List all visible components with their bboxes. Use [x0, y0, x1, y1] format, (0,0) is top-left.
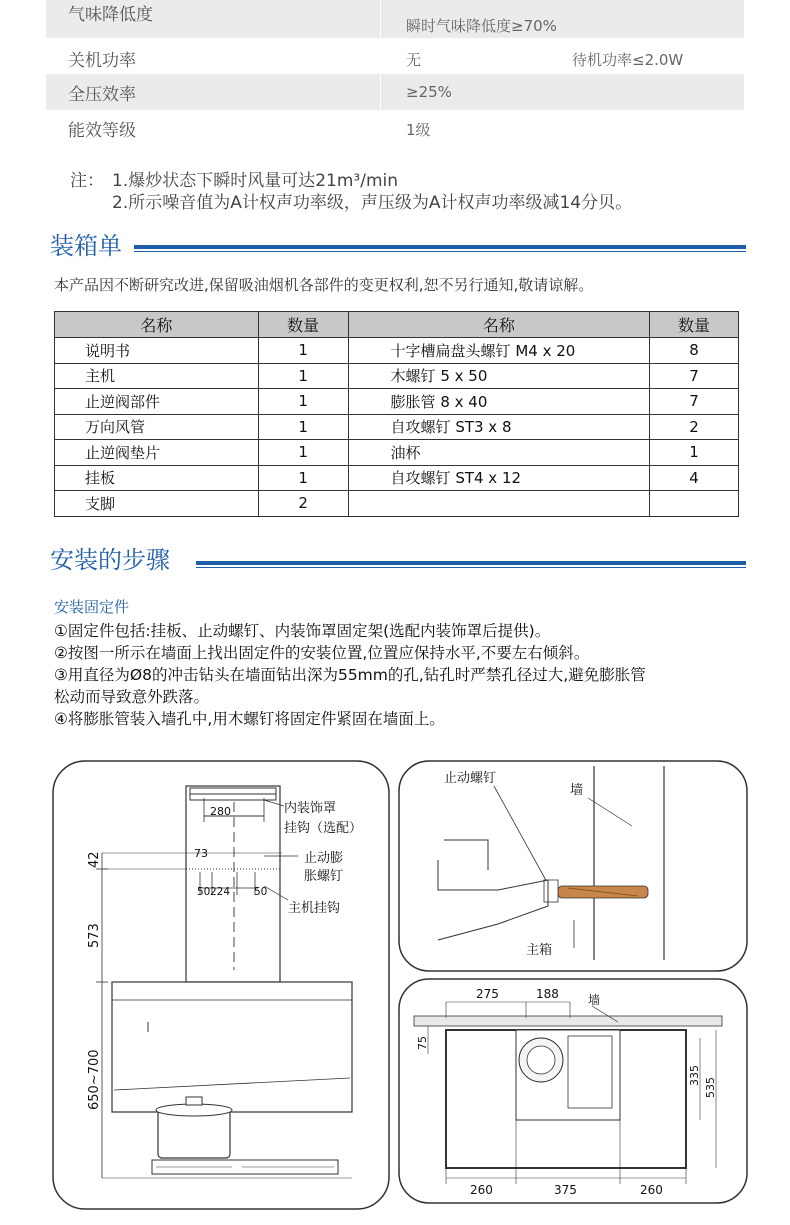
- table-row: [55, 440, 739, 466]
- note-prefix: 注：: [70, 171, 104, 191]
- item-name: 十字槽扁盘头螺钉 M4 x 20: [348, 338, 650, 364]
- label-stop-2: 胀螺钉: [304, 869, 344, 884]
- packing-table: [54, 311, 739, 517]
- title-underline: [196, 561, 746, 565]
- install-step-2: ②按图一所示在墙面上找出固定件的安装位置,位置应保持水平,不要左右倾斜。: [54, 644, 590, 662]
- item-qty: 1: [258, 440, 348, 466]
- title-underline-thin: [196, 567, 746, 568]
- dim-573: 573: [87, 923, 102, 948]
- dim-188: 188: [536, 987, 559, 1001]
- dim-335: 335: [688, 1065, 701, 1086]
- spec-value: 无: [406, 51, 422, 69]
- table-row: [55, 389, 739, 415]
- dim-73: 73: [194, 847, 208, 860]
- note-line-1: 1.爆炒状态下瞬时风量可达21m³/min: [112, 171, 399, 191]
- spec-label: 关机功率: [68, 51, 136, 71]
- label-main-box: 主箱: [526, 943, 553, 958]
- spec-row-energy-grade: [46, 110, 744, 144]
- spec-row-odor: [46, 0, 744, 38]
- item-name: 支脚: [55, 491, 259, 517]
- header-name: 名称: [55, 312, 259, 338]
- table-row: [55, 491, 739, 517]
- item-qty: [650, 491, 739, 517]
- dim-75: 75: [416, 1036, 429, 1050]
- spec-row-efficiency: [46, 74, 744, 110]
- spec-value: 1级: [406, 121, 431, 139]
- spec-label: 能效等级: [68, 121, 136, 141]
- spec-divider: [380, 0, 381, 110]
- install-step-4: ④将膨胀管装入墙孔中,用木螺钉将固定件紧固在墙面上。: [54, 710, 445, 728]
- item-name: 止逆阀垫片: [55, 440, 259, 466]
- install-step-1: ①固定件包括:挂板、止动螺钉、内装饰罩固定架(选配内装饰罩后提供)。: [54, 622, 551, 640]
- table-header: [55, 312, 739, 338]
- dim-650-700: 650~700: [87, 1049, 102, 1110]
- diagram-stop-screw: [398, 760, 748, 972]
- item-qty: 1: [258, 338, 348, 364]
- item-name: [348, 491, 650, 517]
- item-qty: 2: [650, 414, 739, 440]
- item-name: 万向风管: [55, 414, 259, 440]
- item-qty: 2: [258, 491, 348, 517]
- diagram-mounting: [52, 760, 390, 1210]
- spec-value-standby: 待机功率≤2.0W: [572, 51, 684, 69]
- item-name: 自攻螺钉 ST3 x 8: [348, 414, 650, 440]
- item-name: 止逆阀部件: [55, 389, 259, 415]
- title-underline-thin: [134, 251, 746, 252]
- dim-535: 535: [704, 1077, 717, 1098]
- item-qty: 1: [258, 389, 348, 415]
- header-name: 名称: [348, 312, 650, 338]
- item-qty: 7: [650, 363, 739, 389]
- install-step-3-cont: 松动而导致意外跌落。: [54, 688, 210, 706]
- item-name: 主机: [55, 363, 259, 389]
- dim-42: 42: [87, 851, 102, 868]
- header-qty: 数量: [258, 312, 348, 338]
- spec-row-off-power: [46, 40, 744, 74]
- spec-value: ≥25%: [406, 83, 452, 101]
- label-stop: 止动膨: [304, 851, 344, 866]
- item-name: 木螺钉 5 x 50: [348, 363, 650, 389]
- install-title: 安装的步骤: [50, 546, 170, 574]
- item-qty: 7: [650, 389, 739, 415]
- table-row: [55, 414, 739, 440]
- dim-375: 375: [554, 1183, 577, 1197]
- header-qty: 数量: [650, 312, 739, 338]
- item-name: 自攻螺钉 ST4 x 12: [348, 465, 650, 491]
- dim-260a: 260: [470, 1183, 493, 1197]
- packing-notice: 本产品因不断研究改进,保留吸油烟机各部件的变更权利,恕不另行通知,敬请谅解。: [54, 276, 594, 294]
- dim-50a: 50: [197, 886, 211, 898]
- label-cover-2: 挂钩（选配）: [284, 821, 363, 836]
- packing-title: 装箱单: [50, 232, 122, 260]
- label-wall-top: 墙: [588, 993, 601, 1007]
- table-row: [55, 363, 739, 389]
- item-qty: 1: [650, 440, 739, 466]
- note-line-2: 2.所示噪音值为A计权声功率级，声压级为A计权声功率级减14分贝。: [112, 193, 633, 213]
- label-hook: 主机挂钩: [288, 901, 341, 916]
- install-subtitle: 安装固定件: [54, 598, 130, 616]
- item-qty: 1: [258, 363, 348, 389]
- install-step-3: ③用直径为Ø8的冲击钻头在墙面钻出深为55mm的孔,钻孔时严禁孔径过大,避免膨胀管: [54, 666, 646, 684]
- dim-224: 224: [210, 886, 231, 898]
- table-row: [55, 338, 739, 364]
- spec-label: 全压效率: [68, 85, 136, 105]
- item-name: 油杯: [348, 440, 650, 466]
- spec-value: 瞬时气味降低度≥70%: [406, 17, 557, 35]
- item-name: 挂板: [55, 465, 259, 491]
- dim-50b: 50: [254, 886, 268, 898]
- dim-280: 280: [210, 805, 231, 818]
- item-name: 膨胀管 8 x 40: [348, 389, 650, 415]
- diagram-top-view: [398, 978, 748, 1204]
- title-underline: [134, 245, 746, 249]
- label-stop-screw: 止动螺钉: [444, 771, 497, 786]
- item-name: 说明书: [55, 338, 259, 364]
- item-qty: 4: [650, 465, 739, 491]
- item-qty: 1: [258, 465, 348, 491]
- dim-275: 275: [476, 987, 499, 1001]
- label-wall: 墙: [570, 783, 584, 798]
- spec-label: 气味降低度: [68, 5, 153, 25]
- item-qty: 1: [258, 414, 348, 440]
- table-row: [55, 465, 739, 491]
- label-cover: 内装饰罩: [284, 801, 337, 816]
- dim-260b: 260: [640, 1183, 663, 1197]
- item-qty: 8: [650, 338, 739, 364]
